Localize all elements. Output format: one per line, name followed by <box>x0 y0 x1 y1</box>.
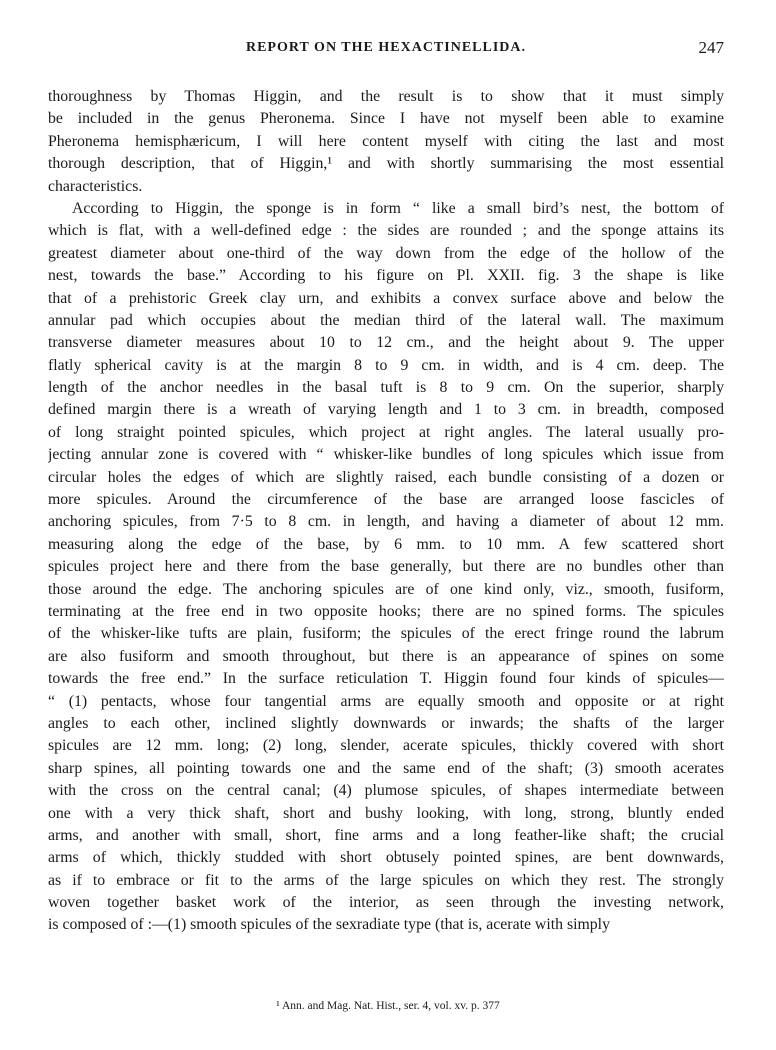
text-line: one with a very thick shaft, short and bushy looking, with long, strong, bluntly ended <box>48 804 724 822</box>
text-line: According to Higgin, the sponge is in form “ like a small bird’s nest, the bottom of <box>72 199 724 217</box>
text-line: of long straight pointed spicules, which project at right angles. The lateral usually pro- <box>48 423 724 441</box>
text-line: jecting annular zone is covered with “ whisker-like bundles of long spicules which issue from <box>48 446 724 464</box>
text-line: arms, and another with small, short, fine arms and a long feather-like shaft; the crucial <box>48 826 724 844</box>
text-line: “ (1) pentacts, whose four tangential arms are equally smooth and opposite or at right <box>48 692 724 710</box>
page-number: 247 <box>698 38 724 57</box>
body-text <box>48 86 724 937</box>
text-line: anchoring spicules, from 7·5 to 8 cm. in length, and having a diameter of about 12 mm. <box>48 513 724 531</box>
text-line: woven together basket work of the interior, as seen through the investing network, <box>48 894 724 912</box>
text-line: with the cross on the central canal; (4) plumose spicules, of shapes intermediate between <box>48 782 724 800</box>
text-line: defined margin there is a wreath of varying length and 1 to 3 cm. in breadth, composed <box>48 401 724 419</box>
text-line: nest, towards the base.” According to his figure on Pl. XXII. fig. 3 the shape is like <box>48 267 724 285</box>
text-line: greatest diameter about one-third of the way down from the edge of the hollow of the <box>48 244 724 262</box>
text-line: annular pad which occupies about the median third of the lateral wall. The maximum <box>48 311 724 329</box>
text-line: more spicules. Around the circumference of the base are arranged loose fascicles of <box>48 491 724 509</box>
running-header <box>48 40 724 62</box>
text-line: transverse diameter measures about 10 to 12 cm., and the height about 9. The upper <box>48 334 724 352</box>
text-line: towards the free end.” In the surface reticulation T. Higgin found four kinds of spicules— <box>48 670 724 688</box>
text-line: those around the edge. The anchoring spicules are of one kind only, viz., smooth, fusiform, <box>48 580 724 598</box>
text-line: length of the anchor needles in the basal tuft is 8 to 9 cm. On the superior, sharply <box>48 379 724 397</box>
text-line: which is flat, with a well-defined edge : the sides are rounded ; and the sponge attains its <box>48 222 724 240</box>
text-line: measuring along the edge of the base, by 6 mm. to 10 mm. A few scattered short <box>48 535 724 553</box>
footnote: ¹ Ann. and Mag. Nat. Hist., ser. 4, vol. xv. p. 377 <box>276 1000 500 1012</box>
text-line: circular holes the edges of which are slightly raised, each bundle consisting of a dozen or <box>48 468 724 486</box>
text-line: of the whisker-like tufts are plain, fusiform; the spicules of the erect fringe round the labrum <box>48 625 724 643</box>
text-line: sharp spines, all pointing towards one and the same end of the shaft; (3) smooth acerates <box>48 759 724 777</box>
text-line: are also fusiform and smooth throughout, but there is an appearance of spines on some <box>48 647 724 665</box>
header-title: REPORT ON THE HEXACTINELLIDA. <box>245 40 527 55</box>
text-line: spicules project here and there from the base generally, but there are no bundles other than <box>48 558 724 576</box>
text-line: terminating at the free end in two opposite hooks; there are no spined forms. The spicules <box>48 602 724 620</box>
text-line: that of a prehistoric Greek clay urn, and exhibits a convex surface above and below the <box>48 289 724 307</box>
text-line: thorough description, that of Higgin,¹ and with shortly summarising the most essential <box>48 155 724 173</box>
text-line: be included in the genus Pheronema. Since I have not myself been able to examine <box>48 110 724 128</box>
text-line: thoroughness by Thomas Higgin, and the result is to show that it must simply <box>48 88 724 105</box>
text-line: angles to each other, inclined slightly downwards or inwards; the shafts of the larger <box>48 714 724 732</box>
text-line: as if to embrace or fit to the arms of the large spicules on which they rest. The strongly <box>48 871 724 889</box>
text-line: flatly spherical cavity is at the margin 8 to 9 cm. in width, and is 4 cm. deep. The <box>48 356 724 374</box>
text-line: spicules are 12 mm. long; (2) long, slender, acerate spicules, thickly covered with short <box>48 737 724 755</box>
text-line: arms of which, thickly studded with short obtusely pointed spines, are bent downwards, <box>48 849 724 867</box>
text-line: characteristics. <box>48 177 143 195</box>
text-line: is composed of :—(1) smooth spicules of the sexradiate type (that is, acerate with simply <box>48 916 610 934</box>
text-line: Pheronema hemisphæricum, I will here content myself with citing the last and most <box>48 132 724 150</box>
